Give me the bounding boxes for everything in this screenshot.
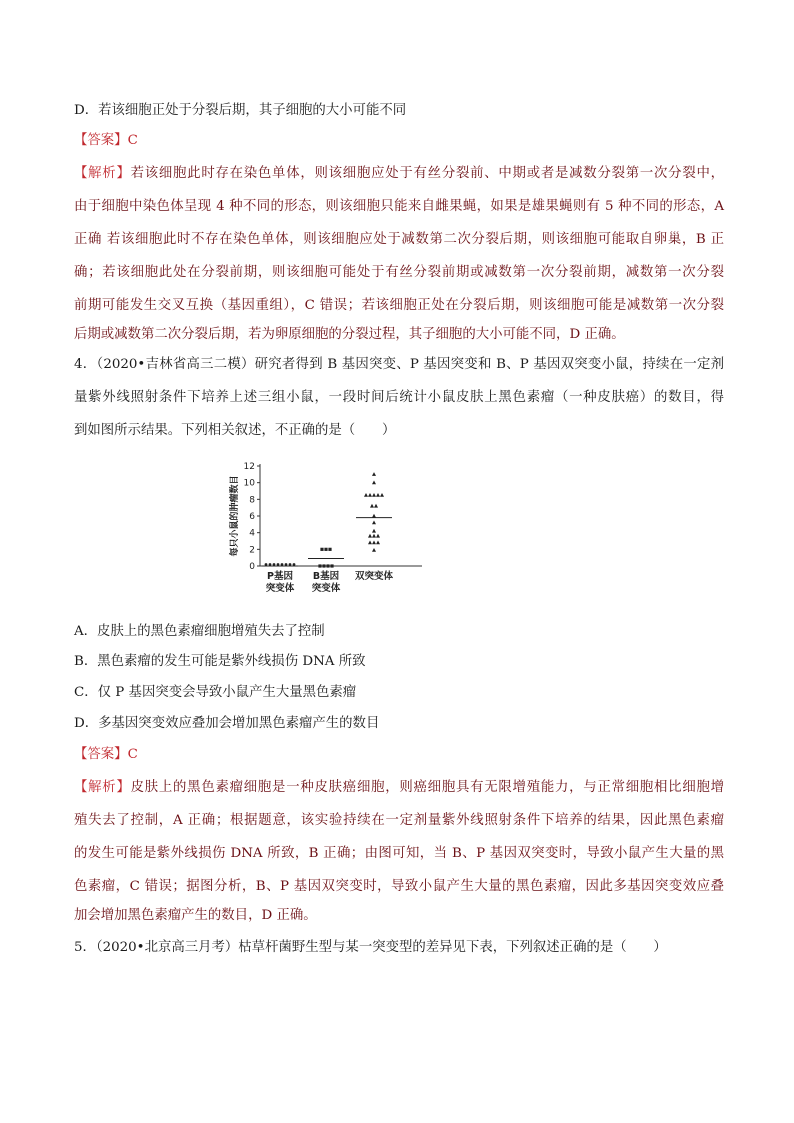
q4-stem-line-2: 量紫外线照射条件下培养上述三组小鼠，一段时间后统计小鼠皮肤上黑色素瘤（一种皮肤癌）的数目，得	[74, 390, 724, 405]
q3-analysis-line-5: 前期可能发生交叉互换（基因重组），C 错误；若该细胞正处在分裂后期，则该细胞可能是减数第一次分裂	[74, 298, 724, 313]
data-point	[320, 548, 323, 551]
data-point	[289, 563, 292, 566]
data-point	[265, 563, 268, 566]
q4-option-a: A．皮肤上的黑色素瘤细胞增殖失去了控制	[74, 624, 325, 639]
q4-option-b: B．黑色素瘤的发生可能是紫外线损伤 DNA 所致	[74, 654, 366, 669]
data-point	[285, 563, 288, 566]
data-point	[293, 563, 296, 566]
data-point	[364, 493, 368, 497]
data-point	[277, 563, 280, 566]
q4-stem-line-1: 4．（2020•吉林省高三二模）研究者得到 B 基因突变、P 基因突变和 B、P 基因双突变小鼠，持续在一定剂	[74, 357, 724, 372]
y-tick-label: 6	[249, 512, 255, 522]
data-point	[380, 493, 384, 497]
q3-answer	[74, 131, 138, 151]
data-point	[372, 472, 376, 476]
q4-option-d: D．多基因突变效应叠加会增加黑色素瘤产生的数目	[74, 716, 380, 731]
q4-analysis-line-1	[74, 778, 724, 798]
data-point	[374, 504, 378, 508]
data-point	[372, 514, 376, 518]
data-point	[368, 493, 372, 497]
data-point	[326, 564, 329, 567]
q5-stem: 5．（2020•北京高三月考）枯草杆菌野生型与某一突变型的差异见下表，下列叙述正确的是（ ）	[74, 940, 667, 955]
data-point	[370, 504, 374, 508]
q3-answer-value: C	[127, 133, 138, 148]
x-category-label: 双突变体	[354, 571, 394, 582]
y-tick-label: 8	[249, 495, 255, 506]
tumor-count-chart	[222, 458, 432, 608]
x-category-label: B基因	[312, 571, 340, 582]
y-tick-label: 0	[249, 562, 255, 572]
data-point	[322, 564, 325, 567]
q4-analysis-line-2: 殖失去了控制，A 正确；根据题意，该实验持续在一定剂量紫外线照射条件下培养的结果，因此黑色素瘤	[74, 813, 724, 828]
q4-answer	[74, 745, 138, 765]
q4-answer-value: C	[127, 747, 138, 762]
x-category-label: 突变体	[265, 583, 295, 594]
y-tick-label: 12	[243, 462, 255, 472]
data-point	[372, 520, 376, 524]
y-tick-label: 4	[249, 528, 255, 539]
q4-answer-tag: 【答案】	[74, 747, 128, 762]
q3-analysis-line-1	[74, 164, 724, 184]
q4-analysis-text: 皮肤上的黑色素瘤细胞是一种皮肤癌细胞，则癌细胞具有无限增殖能力，与正常细胞相比细胞增	[130, 780, 725, 795]
data-point	[372, 529, 376, 533]
y-tick-label: 10	[243, 478, 255, 489]
data-point	[368, 534, 372, 538]
q4-analysis-line-5: 加会增加黑色素瘤产生的数目，D 正确。	[74, 908, 317, 923]
q3-analysis-text: 若该细胞此时存在染色单体，则该细胞应处于有丝分裂前、中期或者是减数分裂第一次分裂中，	[130, 166, 725, 181]
data-point	[372, 493, 376, 497]
q4-analysis-line-3: 的发生可能是紫外线损伤 DNA 所致，B 正确；由图可知，当 B、P 基因双突变时，导致小鼠产生大量的黑	[74, 846, 724, 861]
data-point	[372, 480, 376, 484]
y-tick-label: 2	[249, 545, 255, 556]
q3-analysis-line-6: 后期或减数第二次分裂后期，若为卵原细胞的分裂过程，其子细胞的大小可能不同，D 正确。	[74, 327, 625, 342]
q3-analysis-line-2: 由于细胞中染色体呈现 4 种不同的形态，则该细胞只能来自雌果蝇，如果是雄果蝇则有 5 种不同的形态，A	[74, 199, 724, 214]
data-point	[376, 534, 380, 538]
data-point	[273, 563, 276, 566]
data-point	[376, 540, 380, 544]
data-point	[324, 548, 327, 551]
x-category-label: 突变体	[311, 583, 341, 594]
data-point	[376, 493, 380, 497]
q4-analysis-tag: 【解析】	[74, 780, 131, 795]
q4-option-c: C．仅 P 基因突变会导致小鼠产生大量黑色素瘤	[74, 685, 357, 700]
data-point	[281, 563, 284, 566]
q3-analysis-tag: 【解析】	[74, 166, 131, 181]
data-point	[328, 548, 331, 551]
data-point	[368, 540, 372, 544]
q4-analysis-line-4: 色素瘤，C 错误；据图分析，B、P 基因双突变时，导致小鼠产生大量的黑色素瘤，因此多基因突变效应叠	[74, 879, 724, 894]
q3-analysis-line-3: 正确 若该细胞此时不存在染色单体，则该细胞应处于减数第二次分裂后期，则该细胞可能取自卵巢，B 正	[74, 232, 724, 247]
data-point	[330, 564, 333, 567]
y-axis-label: 每只小鼠的肿瘤数目	[230, 475, 240, 557]
x-category-label: P基因	[267, 571, 293, 582]
q3-analysis-line-4: 确；若该细胞此处在分裂前期，则该细胞可能处于有丝分裂前期或减数第一次分裂前期，减数第一次分裂	[74, 265, 724, 280]
data-point	[372, 540, 376, 544]
q3-option-d: D．若该细胞正处于分裂后期，其子细胞的大小可能不同	[74, 103, 407, 118]
data-point	[372, 548, 376, 552]
data-point	[372, 534, 376, 538]
q4-stem-line-3: 到如图所示结果。下列相关叙述，不正确的是（ ）	[74, 423, 396, 438]
data-point	[318, 564, 321, 567]
q3-answer-tag: 【答案】	[74, 133, 128, 148]
data-point	[269, 563, 272, 566]
